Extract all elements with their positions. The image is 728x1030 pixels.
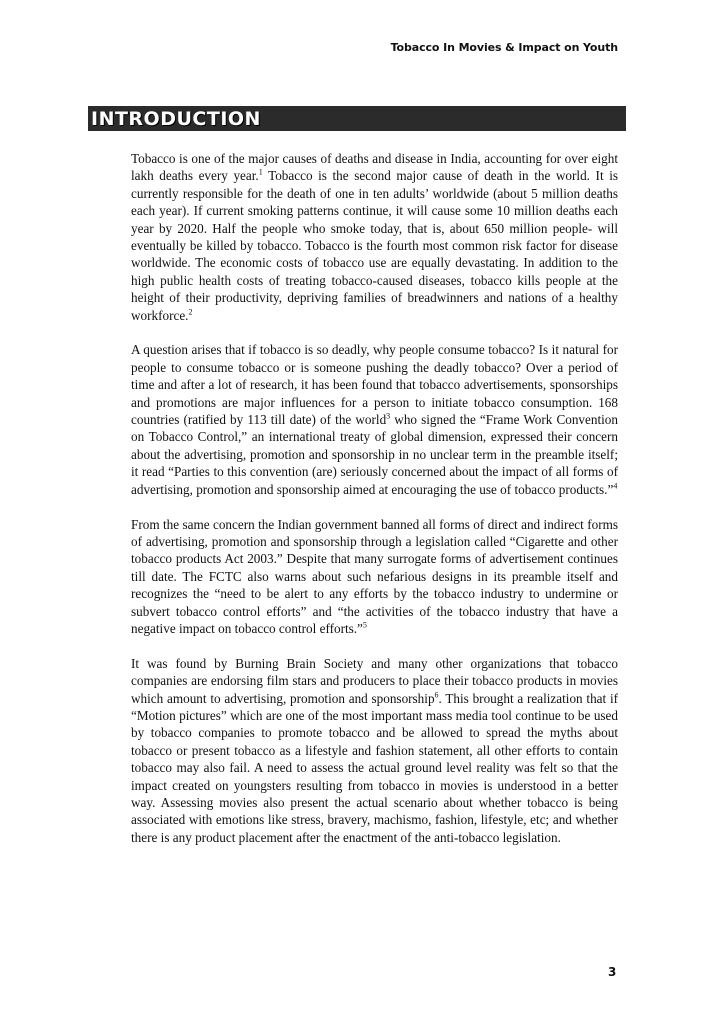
- paragraph: [131, 516, 618, 638]
- body-text: [131, 150, 618, 864]
- paragraph: [131, 341, 618, 498]
- footnote-marker: 5: [362, 620, 367, 630]
- paragraph-text: A question arises that if tobacco is so deadly, why people consume tobacco? Is it natural for people to consume tobacco or is someone pushing the deadly tobacco? Over a period of time and after a lot of research, it has been found that tobacco advertisements, sponsorships and promotions are major influences for a person to initiate tobacco consumption. 168 countries (ratified by 113 till date) of the world: [131, 342, 618, 428]
- paragraph: [131, 655, 618, 846]
- paragraph-text: From the same concern the Indian government banned all forms of direct and indirect forms of advertising, promotion and sponsorship through a legislation called “Cigarette and other tobacco products Act 2003.” Despite that many surrogate forms of advertisement continues till date. The FCTC also warns about such nefarious designs in its preamble itself and recognizes the “need to be alert to any efforts by the tobacco industry to undermine or subvert tobacco control efforts” and “the activities of the tobacco industry that have a negative impact on tobacco control efforts.”: [131, 516, 618, 636]
- paragraph-text: Tobacco is one of the major causes of deaths and disease in India, accounting for over eight lakh deaths every year.: [131, 151, 618, 184]
- footnote-marker: 4: [613, 481, 618, 491]
- paragraph-text: . This brought a realization that if “Motion pictures” which are one of the most important mass media tool continue to be used by tobacco companies to promote tobacco and be allowed to spread the myths about tobacco or present tobacco as a lifestyle and fashion statement, all other efforts to contain tobacco may also fail. A need to assess the actual ground level reality was felt so that the impact created on youngsters resulting from tobacco in movies is understood in a better way. Assessing movies also present the actual scenario about whether tobacco is being associated with emotions like stress, bravery, machismo, fashion, lifestyle, etc; and whether there is any product placement after the enactment of the anti-tobacco legislation.: [131, 690, 619, 845]
- paragraph-text: Tobacco is the second major cause of death in the world. It is currently responsible for the death of one in ten adults’ worldwide (about 5 million deaths each year). If current smoking patterns continue, it will cause some 10 million deaths each year by 2020. Half the people who smoke today, that is, about 650 million people- will eventually be killed by tobacco. Tobacco is the fourth most common risk factor for disease worldwide. The economic costs of tobacco use are equally devastating. In addition to the high public health costs of treating tobacco-caused diseases, tobacco kills people at the height of their productivity, depriving families of breadwinners and nations of a healthy workforce.: [131, 168, 618, 323]
- paragraph: [131, 150, 618, 324]
- page-number: 3: [608, 965, 617, 979]
- paragraph-text: It was found by Burning Brain Society and many other organizations that tobacco companies are endorsing film stars and producers to place their tobacco products in movies which amount to advertising, promotion and sponsorship: [131, 655, 618, 706]
- paragraph-text: who signed the “Frame Work Convention on Tobacco Control,” an international treaty of global dimension, expressed their concern about the advertising, promotion and sponsorship in no unclear term in the preamble itself; it read “Parties to this convention (are) seriously concerned about the impact of all forms of advertising, promotion and sponsorship aimed at encouraging the use of tobacco products.”: [131, 412, 618, 497]
- footnote-marker: 2: [188, 307, 193, 317]
- footnote-marker: 6: [434, 690, 439, 700]
- footnote-marker: 1: [258, 168, 263, 178]
- footnote-marker: 3: [386, 411, 391, 421]
- running-header: Tobacco In Movies & Impact on Youth: [390, 41, 618, 54]
- section-title: INTRODUCTION: [91, 108, 261, 130]
